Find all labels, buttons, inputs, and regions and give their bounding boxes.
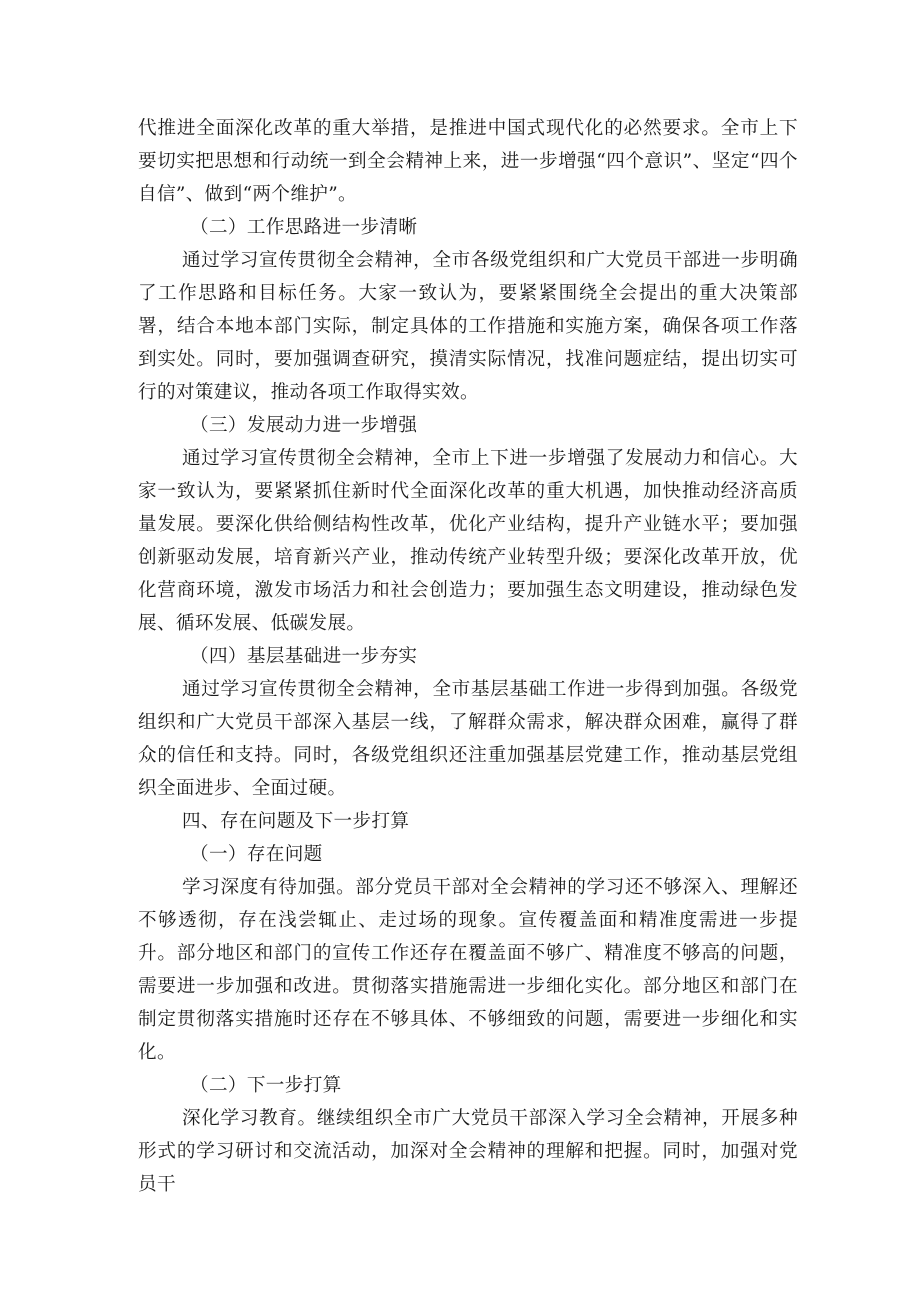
- subheading-existing-problems: （一）存在问题: [190, 844, 323, 865]
- body-paragraph-work-ideas: 通过学习宣传贯彻全会精神，全市各级党组织和广大党员干部进一步明确了工作思路和目标任务。大家一致认为，要紧紧围绕全会提出的重大决策部署，结合本地本部门实际，制定具体的工作措施和实施方案，确保各项工作落到实处。同时，要加强调查研究，摸清实际情况，找准问题症结，提出切实可行的对策建议，推动各项工作取得实效。: [138, 250, 798, 403]
- body-paragraph-next-steps: 深化学习教育。继续组织全市广大党员干部深入学习全会精神，开展多种形式的学习研讨和交流活动，加深对全会精神的理解和把握。同时，加强对党员干: [138, 1108, 798, 1195]
- body-paragraph-grassroots-foundation: 通过学习宣传贯彻全会精神，全市基层基础工作进一步得到加强。各级党组织和广大党员干部深入基层一线，了解群众需求，解决群众困难，赢得了群众的信任和支持。同时，各级党组织还注重加强基层党建工作，推动基层党组织全面进步、全面过硬。: [138, 679, 798, 799]
- section-heading-problems-and-plans: 四、存在问题及下一步打算: [182, 811, 410, 832]
- subheading-work-ideas: （二）工作思路进一步清晰: [190, 217, 418, 238]
- body-paragraph-continued: 代推进全面深化改革的重大举措，是推进中国式现代化的必然要求。全市上下要切实把思想和行动统一到全会精神上来，进一步增强“四个意识”、坚定“四个自信”、做到“两个维护”。: [138, 118, 798, 205]
- subheading-next-steps: （二）下一步打算: [190, 1075, 342, 1096]
- subheading-grassroots-foundation: （四）基层基础进一步夯实: [190, 646, 418, 667]
- body-paragraph-development-momentum: 通过学习宣传贯彻全会精神，全市上下进一步增强了发展动力和信心。大家一致认为，要紧紧抓住新时代全面深化改革的重大机遇，加快推动经济高质量发展。要深化供给侧结构性改革，优化产业结构，提升产业链水平；要加强创新驱动发展，培育新兴产业，推动传统产业转型升级；要深化改革开放，优化营商环境，激发市场活力和社会创造力；要加强生态文明建设，推动绿色发展、循环发展、低碳发展。: [138, 448, 798, 634]
- subheading-development-momentum: （三）发展动力进一步增强: [190, 415, 418, 436]
- body-paragraph-existing-problems: 学习深度有待加强。部分党员干部对全会精神的学习还不够深入、理解还不够透彻，存在浅尝辄止、走过场的现象。宣传覆盖面和精准度需进一步提升。部分地区和部门的宣传工作还存在覆盖面不够广、精准度不够高的问题，需要进一步加强和改进。贯彻落实措施需进一步细化实化。部分地区和部门在制定贯彻落实措施时还存在不够具体、不够细致的问题，需要进一步细化和实化。: [138, 877, 798, 1063]
- document-page: [138, 112, 798, 1201]
